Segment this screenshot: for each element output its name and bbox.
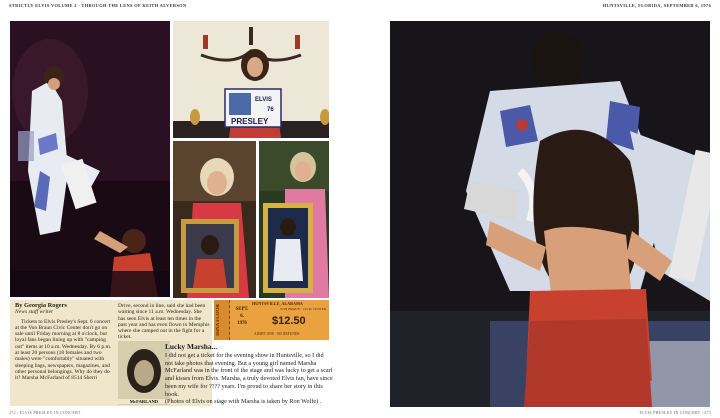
running-header-left: STRICTLY ELVIS VOLUME 2 - THROUGH THE LENS OF KEITH ALVERSON (9, 3, 187, 8)
ticket-month: SEPT. (235, 307, 249, 312)
ticket-stub (214, 300, 230, 340)
running-header-right: HUNTSVILLE, FLORIDA, SEPTEMBER 6, 1976 (602, 3, 711, 8)
marsha-today-photo (259, 141, 329, 298)
clipping-column-1 (15, 303, 115, 382)
marsha-portrait-photo (173, 141, 256, 298)
story-body: I did not get a ticket for the evening show in Huntsville, so I did not take photos that evening. But a young girl named Marsha McFarland was in the front of the stage and was lucky to get a scarf and kisses from Elvis. Marsha, a truly devoted Elvis fan, have since been my wife for ???? years. I'm proud to share her story in this book. (165, 352, 333, 398)
clipping-caption: McFARLAND (118, 399, 170, 404)
sign-text-year: 76 (267, 107, 274, 113)
concert-ticket (214, 300, 329, 340)
clipping-photo (118, 341, 170, 405)
story-block (165, 343, 333, 406)
clipping-column-2: Drive, second in line, said she had been waiting since 11 a.m. Wednesday. She has seen Elvis at least ten times in the past year and has even flown to Memphis where she camped out in the fight for a ticket. (118, 303, 210, 341)
story-title: Lucky Marsha... (165, 342, 218, 351)
scarf-photo (390, 21, 710, 407)
ticket-day: 6. (240, 314, 244, 319)
clipping-byline: By Georgia Rogers (15, 302, 67, 309)
clipping-staff-line: News staff writer (15, 309, 54, 316)
ticket-stub-text: IHNA FLOOR (216, 304, 221, 336)
ticket-footer: ADMIT ONE · NO REFUNDS (254, 332, 300, 336)
ticket-price: $12.50 (272, 315, 306, 327)
ticket-year: 1976 (237, 321, 247, 326)
page-footer-left: 272 | ELVIS PRESLEY IN CONCERT (9, 410, 81, 415)
story-credit: (Photos of Elvis on stage with Marsha is taken by Ron Wolfe) . (165, 398, 322, 406)
sign-text-elvis: ELVIS (255, 97, 272, 103)
sign-text-presley: PRESLEY (231, 117, 269, 126)
ticket-subline: VON BRAUN · CIVIC CENTER (280, 307, 327, 311)
clipping-text-1: Tickets to Elvis Presley's Sept. 6 concert at the Von Braun Civic Center don't go on sale until Friday morning at 8 o'clock, but loyal fans began lining up with "camping out" items at 10 a.m. Wednesday. By 6 p.m. at least 20 persons (18 females and two males) were "comfortably" situated with sleeping bags, newspapers, magazines, and other personal belongings. Why do they do it? Marsha McFarland of 8514 Sherri (15, 318, 112, 382)
page-footer-right: ELVIS PRESLEY IN CONCERT | 273 (639, 410, 711, 415)
sign-photo (173, 21, 329, 138)
stage-photo (10, 21, 170, 297)
ticket-venue: HUNTSVILLE, ALABAMA (252, 301, 303, 306)
ticket-date (234, 306, 250, 338)
